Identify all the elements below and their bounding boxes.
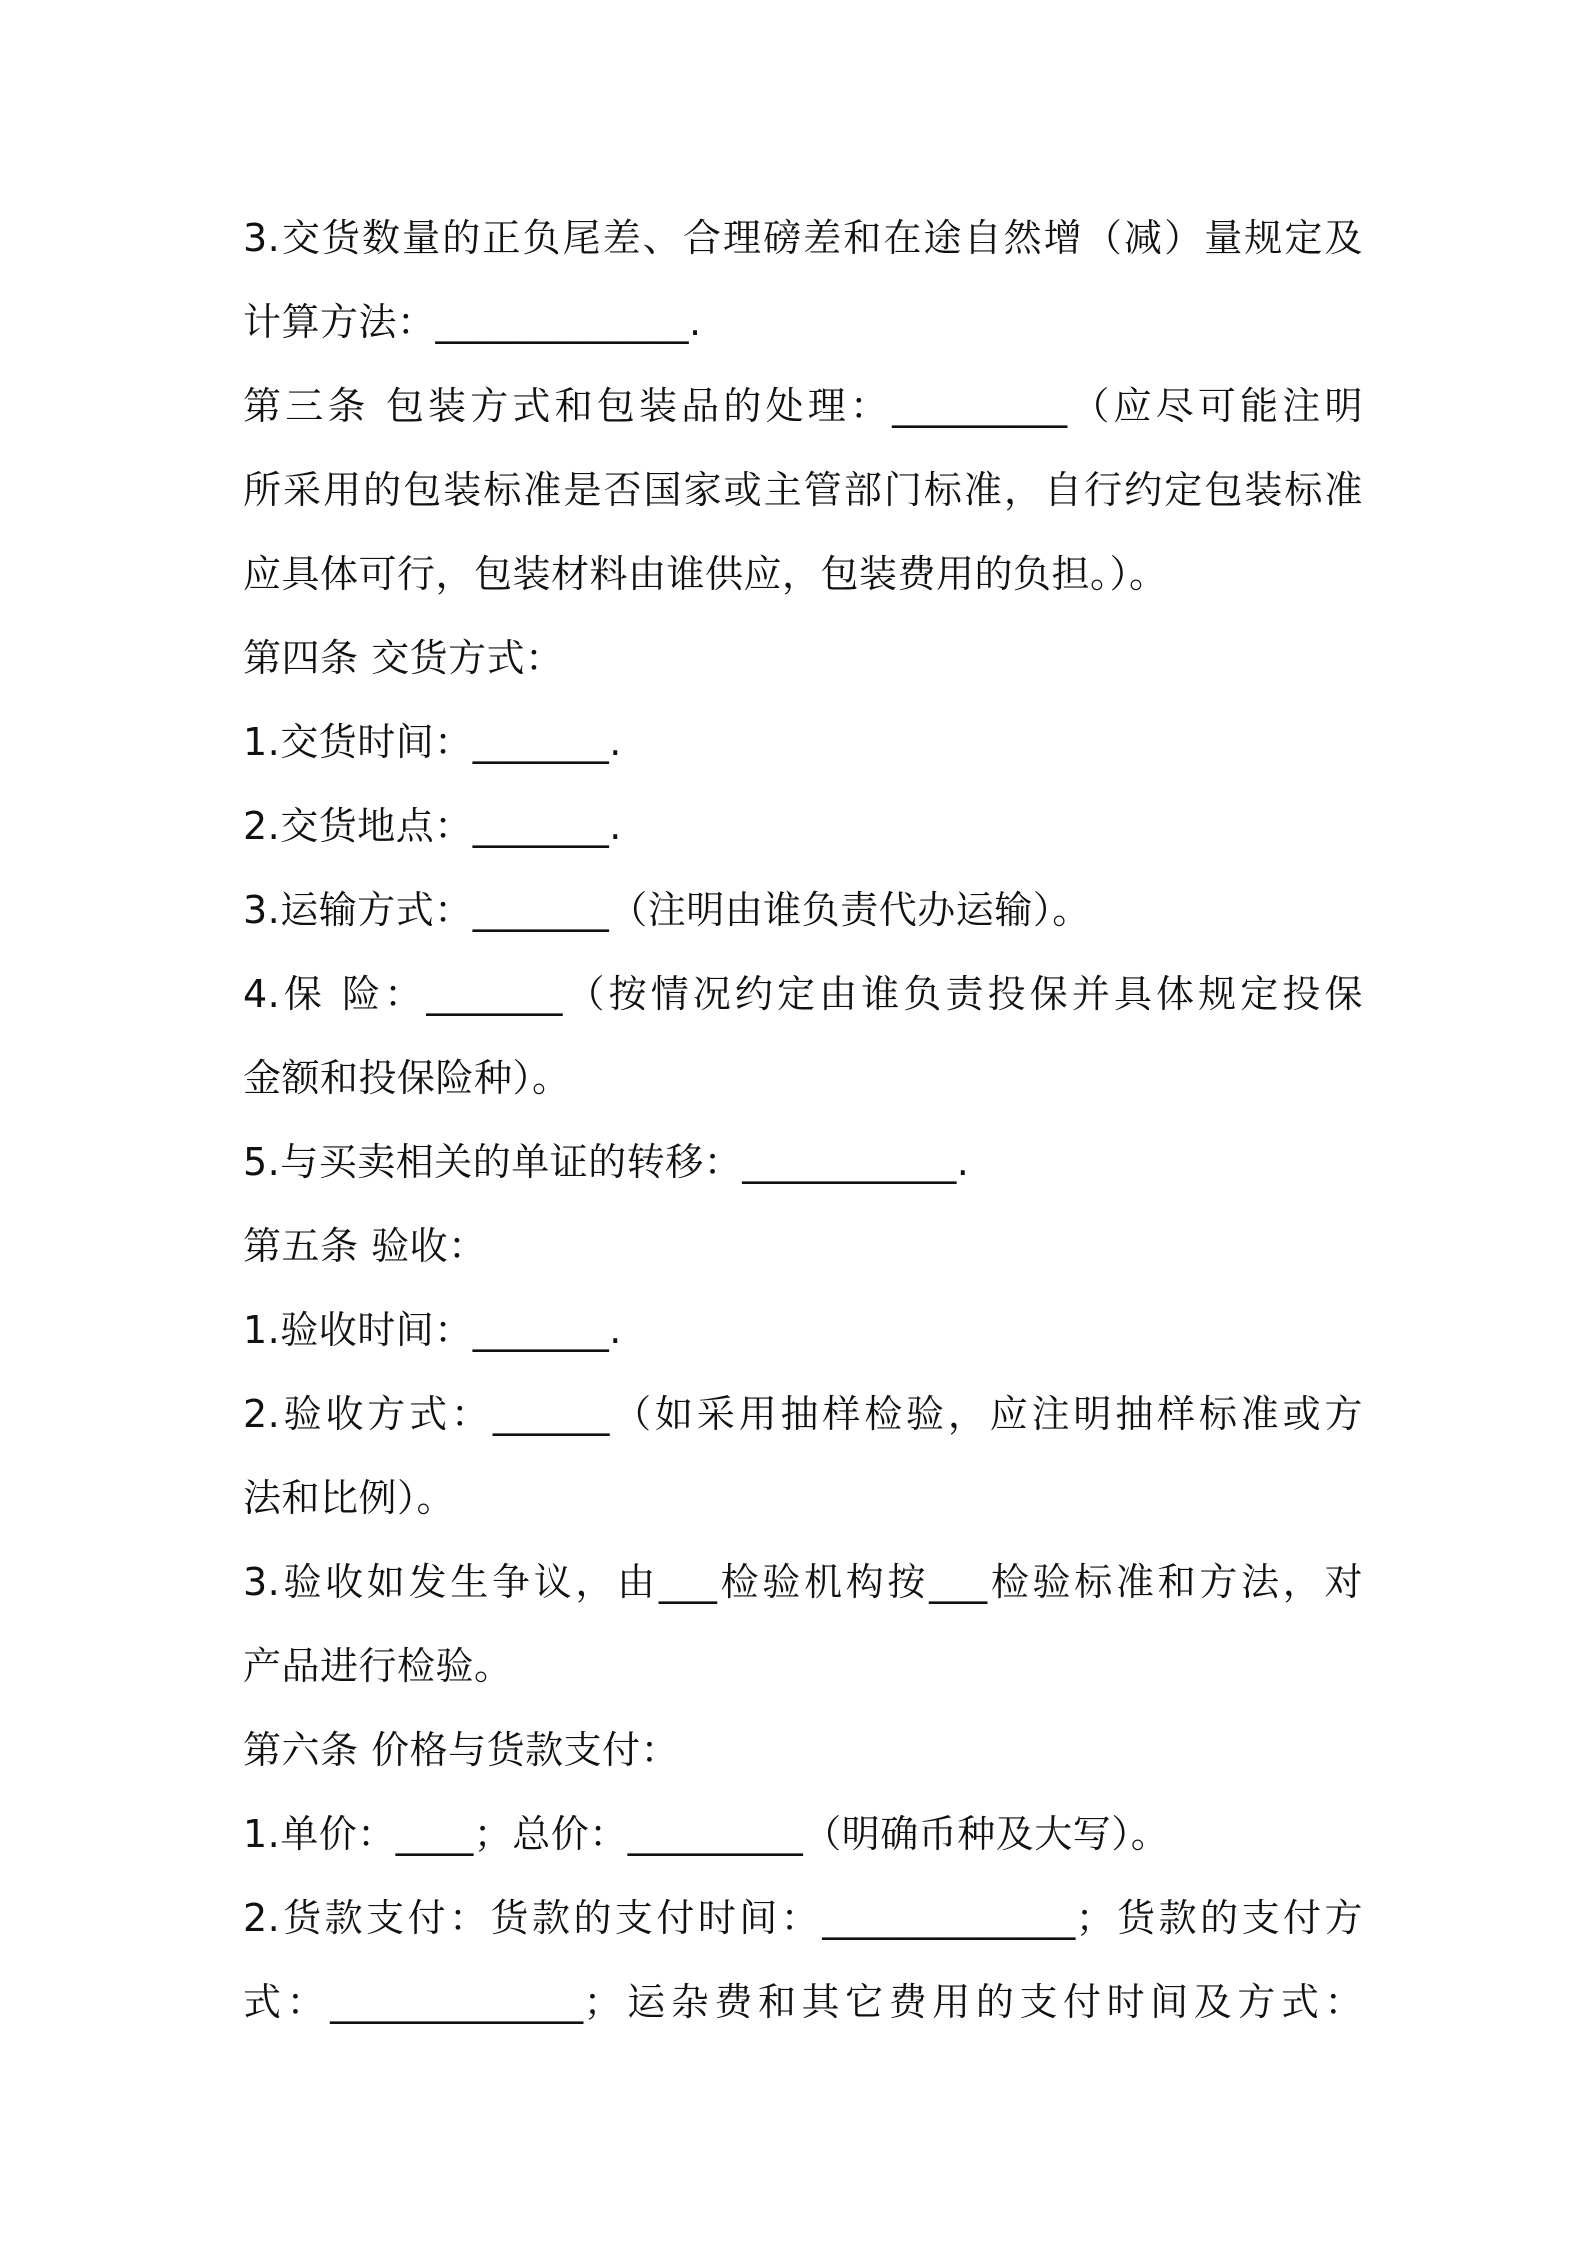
text-line: 2.货款支付：货款的支付时间：_____________；货款的支付方 (243, 1896, 1363, 1940)
text-line: 4.保 险：_______（按情况约定由谁负责投保并具体规定投保 (243, 972, 1363, 1016)
text-line: 3.交货数量的正负尾差、合理磅差和在途自然增（减）量规定及 (243, 216, 1363, 260)
document-body (243, 196, 1363, 2044)
text-line: 应具体可行，包装材料由谁供应，包装费用的负担。）。 (243, 552, 1168, 596)
text-line: 法和比例）。 (243, 1476, 456, 1520)
section-heading: 第六条 价格与货款支付： (243, 1728, 680, 1772)
section-heading: 第五条 验收： (243, 1224, 487, 1268)
text-line: 产品进行检验。 (243, 1644, 513, 1688)
text-line: 式：_____________；运杂费和其它费用的支付时间及方式： (243, 1980, 1363, 2024)
text-line: 1.验收时间：_______. (243, 1308, 622, 1352)
text-line: 金额和投保险种）。 (243, 1056, 571, 1100)
text-line: 1.单价：____；总价：_________（明确币种及大写）。 (243, 1812, 1170, 1856)
text-line: 1.交货时间：_______. (243, 720, 622, 764)
text-line: 计算方法：_____________. (243, 300, 702, 344)
text-line: 2.交货地点：_______. (243, 804, 622, 848)
text-line: 3.运输方式：_______（注明由谁负责代办运输）。 (243, 888, 1091, 932)
text-line: 2.验收方式：______（如采用抽样检验，应注明抽样标准或方 (243, 1392, 1363, 1436)
text-line: 第三条 包装方式和包装品的处理：_________（应尽可能注明 (243, 384, 1363, 428)
text-line: 5.与买卖相关的单证的转移：___________. (243, 1140, 970, 1184)
section-heading: 第四条 交货方式： (243, 636, 564, 680)
text-line: 所采用的包装标准是否国家或主管部门标准，自行约定包装标准 (243, 468, 1363, 512)
text-line: 3.验收如发生争议，由___检验机构按___检验标准和方法，对 (243, 1560, 1363, 1604)
